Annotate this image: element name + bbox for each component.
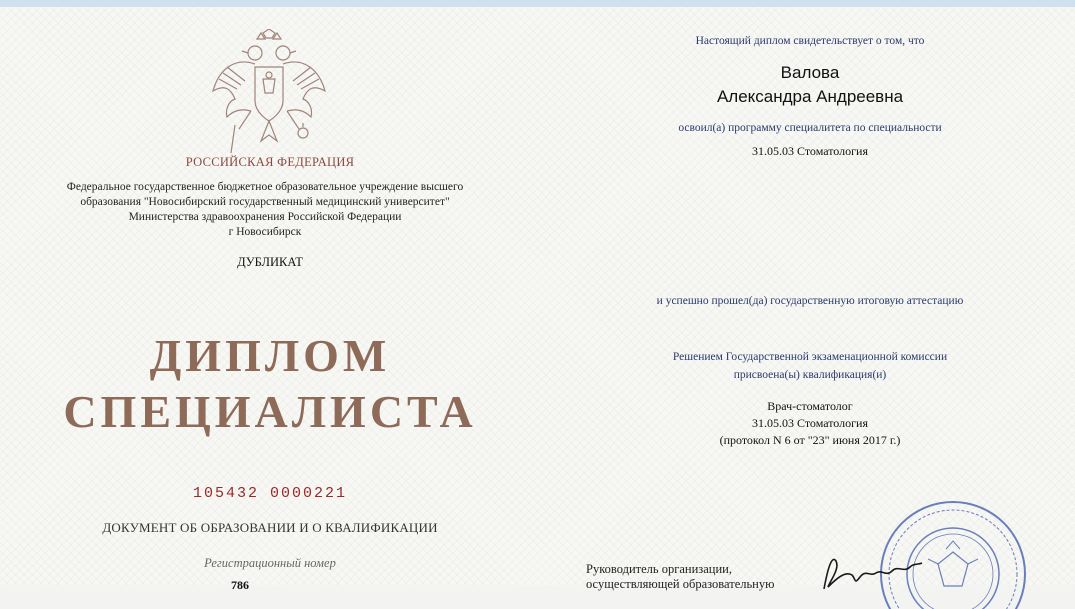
head-of-organization-line2: осуществляющей образовательную	[586, 577, 775, 591]
head-of-organization-line1: Руководитель организации,	[586, 562, 732, 576]
diploma-title-line1: ДИПЛОМ	[149, 330, 391, 381]
institution-line: г Новосибирск	[228, 226, 302, 238]
document-type: ДОКУМЕНТ ОБ ОБРАЗОВАНИИ И О КВАЛИФИКАЦИИ	[102, 520, 438, 535]
registration-label: Регистрационный номер	[204, 556, 336, 570]
graduate-surname: Валова	[780, 63, 840, 82]
mastered-program-text: освоил(а) программу специалитета по специальности	[678, 122, 942, 134]
country-name: РОССИЙСКАЯ ФЕДЕРАЦИЯ	[185, 155, 355, 169]
diploma-title-line2: СПЕЦИАЛИСТА	[63, 386, 477, 437]
certifies-text: Настоящий диплом свидетельствует о том, что	[695, 35, 925, 47]
top-edge-strip	[0, 0, 1075, 7]
attestation-text: и успешно прошел(да) государственную итоговую аттестацию	[656, 295, 964, 307]
institution-line: Министерства здравоохранения Российской Федерации	[128, 211, 402, 223]
handwritten-signature	[818, 547, 928, 592]
duplicate-label: ДУБЛИКАТ	[237, 255, 303, 269]
commission-text-line2: присвоена(ы) квалификация(и)	[733, 369, 887, 381]
institution-line: образования "Новосибирский государственный медицинский университет"	[80, 196, 450, 208]
protocol-text: (протокол N 6 от "23" июня 2017 г.)	[719, 433, 901, 447]
specialty: 31.05.03 Стоматология	[751, 144, 868, 158]
commission-text-line1: Решением Государственной экзаменационной комиссии	[672, 351, 948, 363]
serial-number: 105432 0000221	[192, 485, 348, 502]
diploma-page	[0, 7, 1075, 592]
institution-block	[40, 180, 490, 240]
registration-number: 786	[231, 578, 249, 592]
qualification-specialty: 31.05.03 Стоматология	[751, 416, 868, 430]
double-headed-eagle-icon	[205, 29, 333, 159]
qualification: Врач-стоматолог	[767, 399, 853, 413]
institution-line: Федеральное государственное бюджетное образовательное учреждение высшего	[66, 181, 464, 193]
graduate-given-names: Александра Андреевна	[716, 87, 904, 106]
